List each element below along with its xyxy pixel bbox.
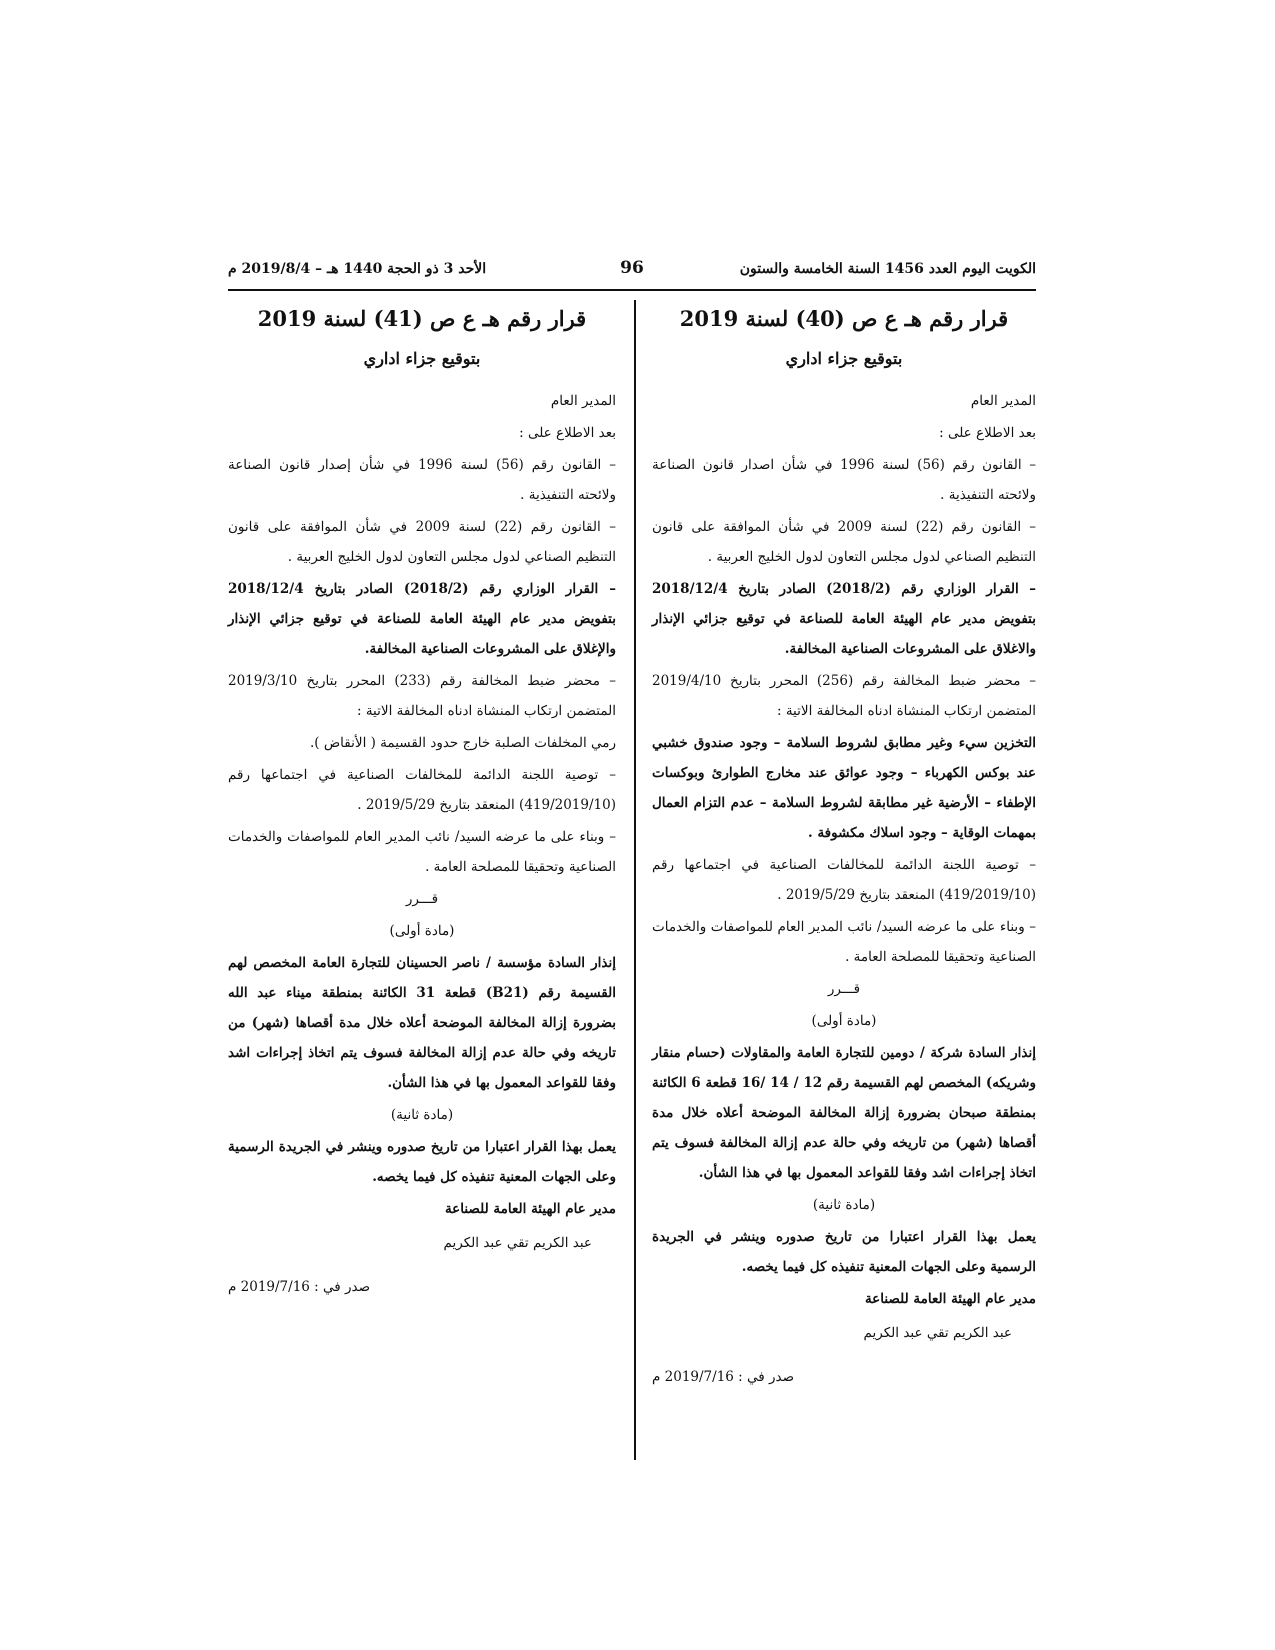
decision-41-title: قرار رقم هـ ع ص (41) لسنة 2019 xyxy=(257,306,587,331)
decision-41-decided: قـــرر xyxy=(405,891,439,907)
decision-41-column xyxy=(228,300,616,1302)
decision-41-preamble: بعد الاطلاع على : xyxy=(519,425,616,441)
decision-40-subtitle: بتوقيع جزاء اداري xyxy=(785,349,903,368)
decision-41-based-on: – وبناء على ما عرضه السيد/ نائب المدير العام للمواصفات والخدمات الصناعية وتحقيقا للمصلحة العامة . xyxy=(228,829,616,875)
decision-41-article2-text: يعمل بهذا القرار اعتبارا من تاريخ صدوره وينشر في الجريدة الرسمية وعلى الجهات المعنية تنفيذه كل فيما يخصه. xyxy=(228,1139,616,1185)
decision-41-committee-recommendation: – توصية اللجنة الدائمة للمخالفات الصناعية في اجتماعها رقم (419/2019/10) المنعقد بتاريخ 2019/5/29 . xyxy=(228,767,616,813)
decision-41-subtitle: بتوقيع جزاء اداري xyxy=(363,349,481,368)
decision-40-title: قرار رقم هـ ع ص (40) لسنة 2019 xyxy=(679,306,1009,331)
decision-41-issued-date: صدر في : 2019/7/16 م xyxy=(228,1279,371,1295)
page-header xyxy=(228,255,1036,291)
decision-40-article1-text: إنذار السادة شركة / دومين للتجارة العامة والمقاولات (حسام منقار وشريكه) المخصص لهم القسيمة رقم 12 / 14 /16 قطعة 6 الكائنة بمنطقة صبحان بضرورة إزالة المخالفة الموضحة أعلاه خلال مدة أقصاها (شهر) من تاريخه وفي حالة عدم إزالة المخالفة فسوف يتم اتخاذ إجراءات اشد وفقا للقواعد المعمول بها في هذا الشأن. xyxy=(652,1045,1036,1181)
decision-41-article2-heading: (مادة ثانية) xyxy=(390,1107,454,1123)
decision-40-article1-heading: (مادة أولى) xyxy=(811,1013,877,1029)
decision-40-ministerial-decision: – القرار الوزاري رقم (2018/2) الصادر بتاريخ 2018/12/4 بتفويض مدير عام الهيئة العامة للصناعة في توقيع جزائي الإنذار والاغلاق على المشروعات الصناعية المخالفة. xyxy=(652,581,1036,657)
issue-date: الأحد 3 ذو الحجة 1440 هـ – 2019/8/4 م xyxy=(228,261,487,277)
decision-40-committee-recommendation: – توصية اللجنة الدائمة للمخالفات الصناعية في اجتماعها رقم (419/2019/10) المنعقد بتاريخ 2019/5/29 . xyxy=(652,857,1036,903)
column-divider xyxy=(634,300,636,1460)
decision-40-violation-record: – محضر ضبط المخالفة رقم (256) المحرر بتاريخ 2019/4/10 المتضمن ارتكاب المنشاة ادناه المخالفة الاتية : xyxy=(652,673,1036,719)
decision-40-violations: التخزين سيء وغير مطابق لشروط السلامة – وجود صندوق خشبي عند بوكس الكهرباء – وجود عوائق عند مخارج الطوارئ وبوكسات الإطفاء – الأرضية غير مطابقة لشروط السلامة – عدم التزام العمال بمهمات الوقاية – وجود اسلاك مكشوفة . xyxy=(652,735,1036,841)
decision-41-ministerial-decision: – القرار الوزاري رقم (2018/2) الصادر بتاريخ 2018/12/4 بتفويض مدير عام الهيئة العامة للصناعة في توقيع جزائي الإنذار والإغلاق على المشروعات الصناعية المخالفة. xyxy=(228,581,616,657)
decision-40-article2-text: يعمل بهذا القرار اعتبارا من تاريخ صدوره وينشر في الجريدة الرسمية وعلى الجهات المعنية تنفيذه كل فيما يخصه. xyxy=(652,1229,1036,1275)
decision-40-preamble: بعد الاطلاع على : xyxy=(939,425,1036,441)
decision-40-article2-heading: (مادة ثانية) xyxy=(812,1197,876,1213)
decision-41-article1-text: إنذار السادة مؤسسة / ناصر الحسينان للتجارة العامة المخصص لهم القسيمة رقم (B21) قطعة 31 الكائنة بمنطقة ميناء عبد الله بضرورة إزالة المخالفة الموضحة أعلاه خلال مدة أقصاها (شهر) من تاريخه وفي حالة عدم إزالة المخالفة فسوف يتم اتخاذ إجراءات اشد وفقا للقواعد المعمول بها في هذا الشأن. xyxy=(228,955,616,1091)
decision-40-law-22: – القانون رقم (22) لسنة 2009 في شأن الموافقة على قانون التنظيم الصناعي لدول مجلس التعاون لدول الخليج العربية . xyxy=(652,519,1036,565)
decision-41-signatory-title: مدير عام الهيئة العامة للصناعة xyxy=(444,1201,616,1217)
decision-40-signatory-name: عبد الكريم تقي عبد الكريم xyxy=(863,1325,1012,1341)
gazette-issue-info: الكويت اليوم العدد 1456 السنة الخامسة والستون xyxy=(739,261,1036,277)
decision-41-article1-heading: (مادة أولى) xyxy=(389,923,455,939)
decision-41-violation-record: – محضر ضبط المخالفة رقم (233) المحرر بتاريخ 2019/3/10 المتضمن ارتكاب المنشاة ادناه المخالفة الاتية : xyxy=(228,673,616,719)
decision-40-issued-date: صدر في : 2019/7/16 م xyxy=(652,1369,795,1385)
decision-40-issuer: المدير العام xyxy=(970,393,1036,409)
decision-41-violations: رمي المخلفات الصلبة خارج حدود القسيمة ( الأنقاض ). xyxy=(310,735,616,751)
decision-41-issuer: المدير العام xyxy=(550,393,616,409)
decision-40-decided: قـــرر xyxy=(827,981,861,997)
decision-41-law-56: – القانون رقم (56) لسنة 1996 في شأن إصدار قانون الصناعة ولائحته التنفيذية . xyxy=(228,457,616,503)
decision-40-based-on: – وبناء على ما عرضه السيد/ نائب المدير العام للمواصفات والخدمات الصناعية وتحقيقا للمصلحة العامة . xyxy=(652,919,1036,965)
decision-41-signatory-name: عبد الكريم تقي عبد الكريم xyxy=(443,1235,592,1251)
decision-41-law-22: – القانون رقم (22) لسنة 2009 في شأن الموافقة على قانون التنظيم الصناعي لدول مجلس التعاون لدول الخليج العربية . xyxy=(228,519,616,565)
page-number: 96 xyxy=(620,258,644,278)
decision-40-law-56: – القانون رقم (56) لسنة 1996 في شأن اصدار قانون الصناعة ولائحته التنفيذية . xyxy=(652,457,1036,503)
decision-40-signatory-title: مدير عام الهيئة العامة للصناعة xyxy=(864,1291,1036,1307)
decision-40-column xyxy=(652,300,1036,1392)
